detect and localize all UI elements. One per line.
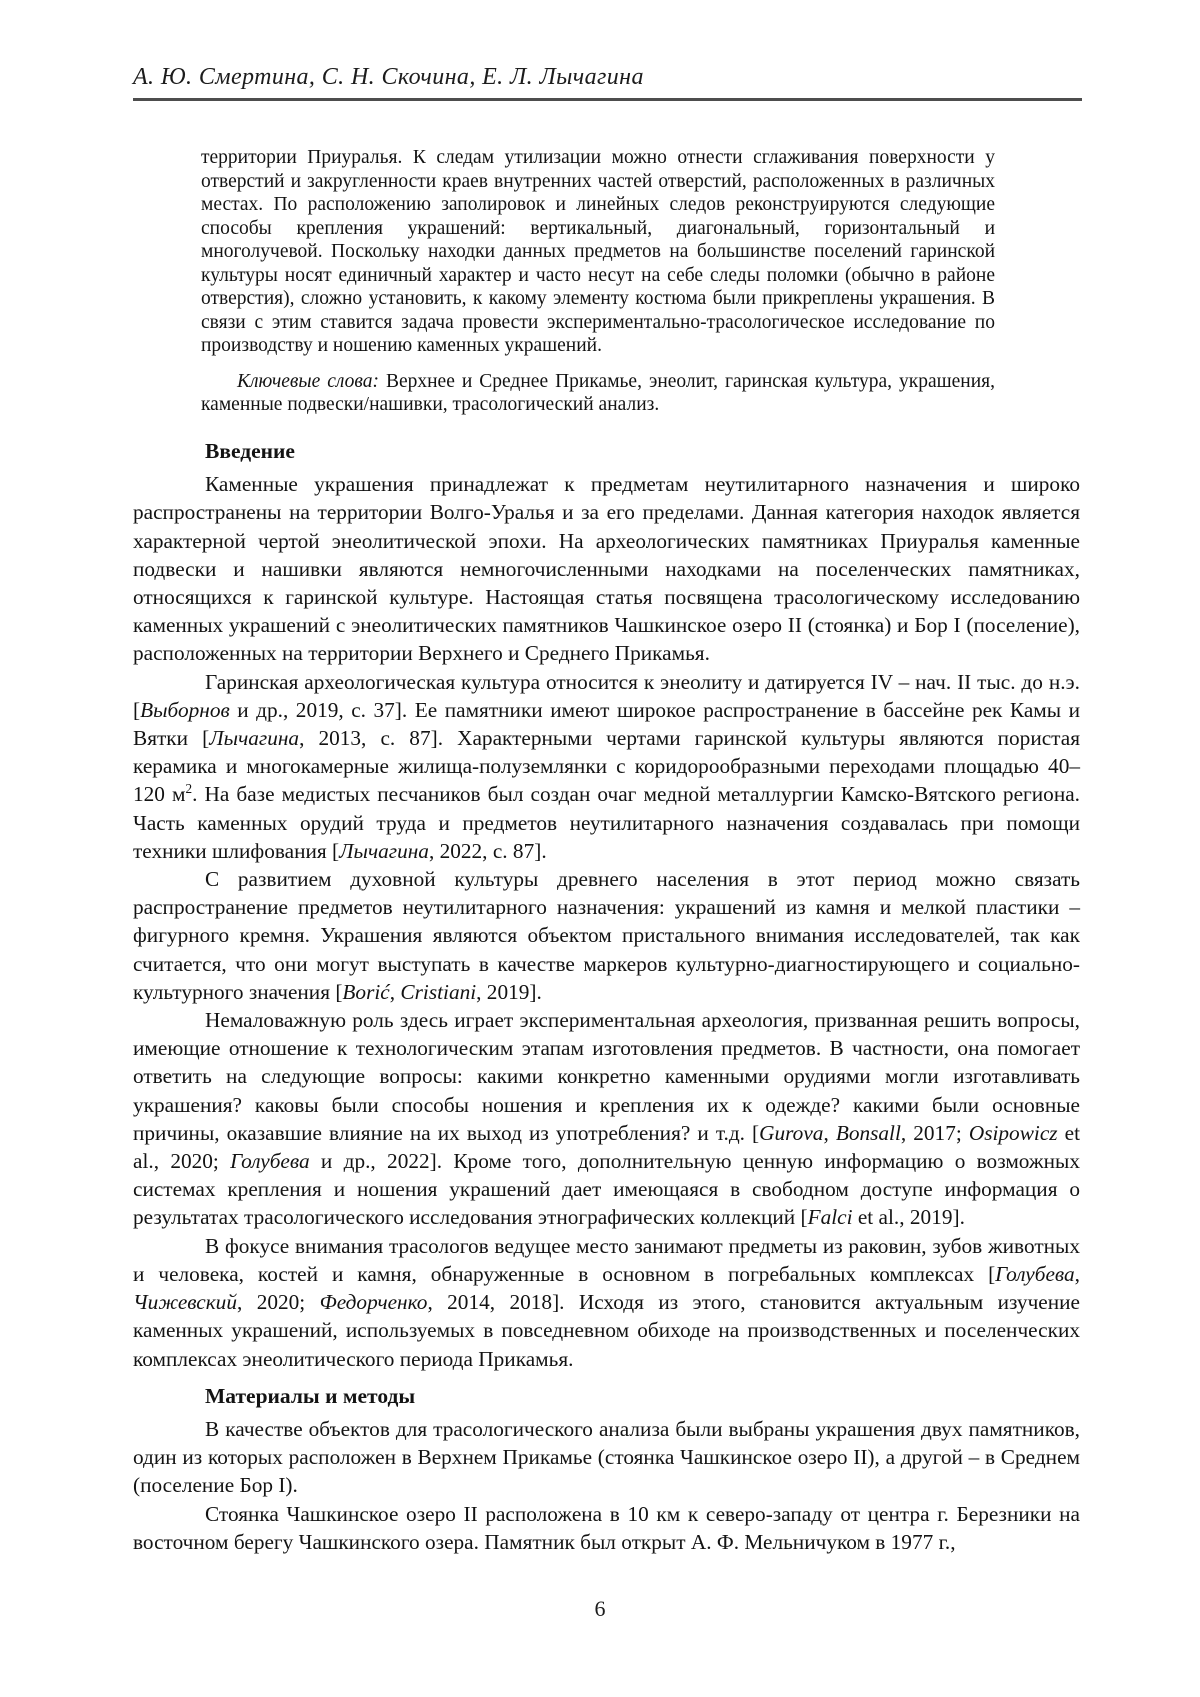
- section-heading-introduction: Введение: [205, 439, 295, 463]
- intro-paragraph-3: С развитием духовной культуры древнего населения в этот период можно связать распространение предметов неутилитарного назначения: украшений из камня и мелкой пластики – фигурного кремня. Украшения являются объектом пристального внимания исследователей, так как считается, что они могут выступать в качестве маркеров культурно-диагностирующего и социально-культурного значения [Borić, Cristiani, 2019].: [133, 867, 1080, 1004]
- keywords-paragraph: Ключевые слова: Верхнее и Среднее Прикамье, энеолит, гаринская культура, украшения, каменные подвески/нашивки, трасологический анализ.: [201, 370, 996, 415]
- materials-paragraph-2: Стоянка Чашкинское озеро II расположена в 10 км к северо-западу от центра г. Березники на восточном берегу Чашкинского озера. Памятник был открыт А. Ф. Мельничуком в 1977 г.,: [133, 1501, 1080, 1554]
- article-body: [133, 428, 1080, 1556]
- section-heading-materials-methods: Материалы и методы: [205, 1383, 416, 1408]
- materials-paragraph-1: В качестве объектов для трасологического анализа были выбраны украшения двух памятников, один из которых расположен в Верхнем Прикамье (стоянка Чашкинское озеро II), а другой – в Среднем (поселение Бор I).: [133, 1416, 1080, 1498]
- abstract-continuation-paragraph: территории Приуралья. К следам утилизации можно отнести сглаживания поверхности у отверстий и закругленности краев внутренних частей отверстий, расположенных в различных местах. По расположению заполировок и линейных следов реконструируются следующие способы крепления украшений: вертикальный, диагональный, горизонтальный и многолучевой. Поскольку находки данных предметов на большинстве поселений гаринской культуры носят единичный характер и часто несут на себе следы поломки (обычно в районе отверстия), сложно установить, к какому элементу костюма были прикреплены украшения. В связи с этим ставится задача провести экспериментально-трасологическое исследование по производству и ношению каменных украшений.: [201, 147, 995, 356]
- page-number: 6: [594, 1596, 606, 1621]
- header-rule: [133, 98, 1082, 101]
- intro-paragraph-2: Гаринская археологическая культура относится к энеолиту и датируется IV – нач. II тыс. до н.э. [Выборнов и др., 2019, с. 37]. Ее памятники имеют широкое распространение в бассейне рек Камы и Вятки [Лычагина, 2013, с. 87]. Характерными чертами гаринской культуры являются пористая керамика и многокамерные жилища-полуземлянки с коридорообразными переходами площадью 40–120 $м^2$. На базе медистых песчаников был создан очаг медной металлургии Камско-Вятского региона. Часть каменных орудий труда и предметов неутилитарного назначения создавалась при помощи техники шлифования [Лычагина, 2022, с. 87].: [133, 669, 1080, 863]
- abstract-block: [201, 146, 995, 417]
- running-header: [133, 64, 1082, 101]
- intro-paragraph-5: В фокусе внимания трасологов ведущее место занимают предметы из раковин, зубов животных и человека, костей и камня, обнаруженные в основном в погребальных комплексах [Голубева, Чижевский, 2020; Федорченко, 2014, 2018]. Исходя из этого, становится актуальным изучение каменных украшений, используемых в повседневном обиходе на производственных и поселенческих комплексах энеолитического периода Прикамья.: [133, 1233, 1080, 1371]
- intro-paragraph-1: Каменные украшения принадлежат к предметам неутилитарного назначения и широко распространены на территории Волго-Уралья и за его пределами. Данная категория находок является характерной чертой энеолитической эпохи. На археологических памятниках Приуралья каменные подвески и нашивки являются немногочисленными находками на поселенческих памятниках, относящихся к гаринской культуре. Настоящая статья посвящена трасологическому исследованию каменных украшений с энеолитических памятников Чашкинское озеро II (стоянка) и Бор I (поселение), расположенных на территории Верхнего и Среднего Прикамья.: [133, 472, 1080, 666]
- intro-paragraph-4: Немаловажную роль здесь играет экспериментальная археология, призванная решить вопросы, имеющие отношение к технологическим этапам изготовления предметов. В частности, она помогает ответить на следующие вопросы: какими конкретно каменными орудиями могли изготавливать украшения? каковы были способы ношения и крепления их к одежде? какими были основные причины, оказавшие влияние на их выход из употребления? и т.д. [Gurova, Bonsall, 2017; Osipowicz et al., 2020; Голубева и др., 2022]. Кроме того, дополнительную ценную информацию о возможных системах крепления и ношения украшений дает имеющаяся в свободном доступе информация о результатах трасологического исследования этнографических коллекций [Falci et al., 2019].: [133, 1008, 1080, 1230]
- running-header-authors: А. Ю. Смертина, С. Н. Скочина, Е. Л. Лычагина: [133, 64, 644, 90]
- page-footer: [0, 1596, 1200, 1622]
